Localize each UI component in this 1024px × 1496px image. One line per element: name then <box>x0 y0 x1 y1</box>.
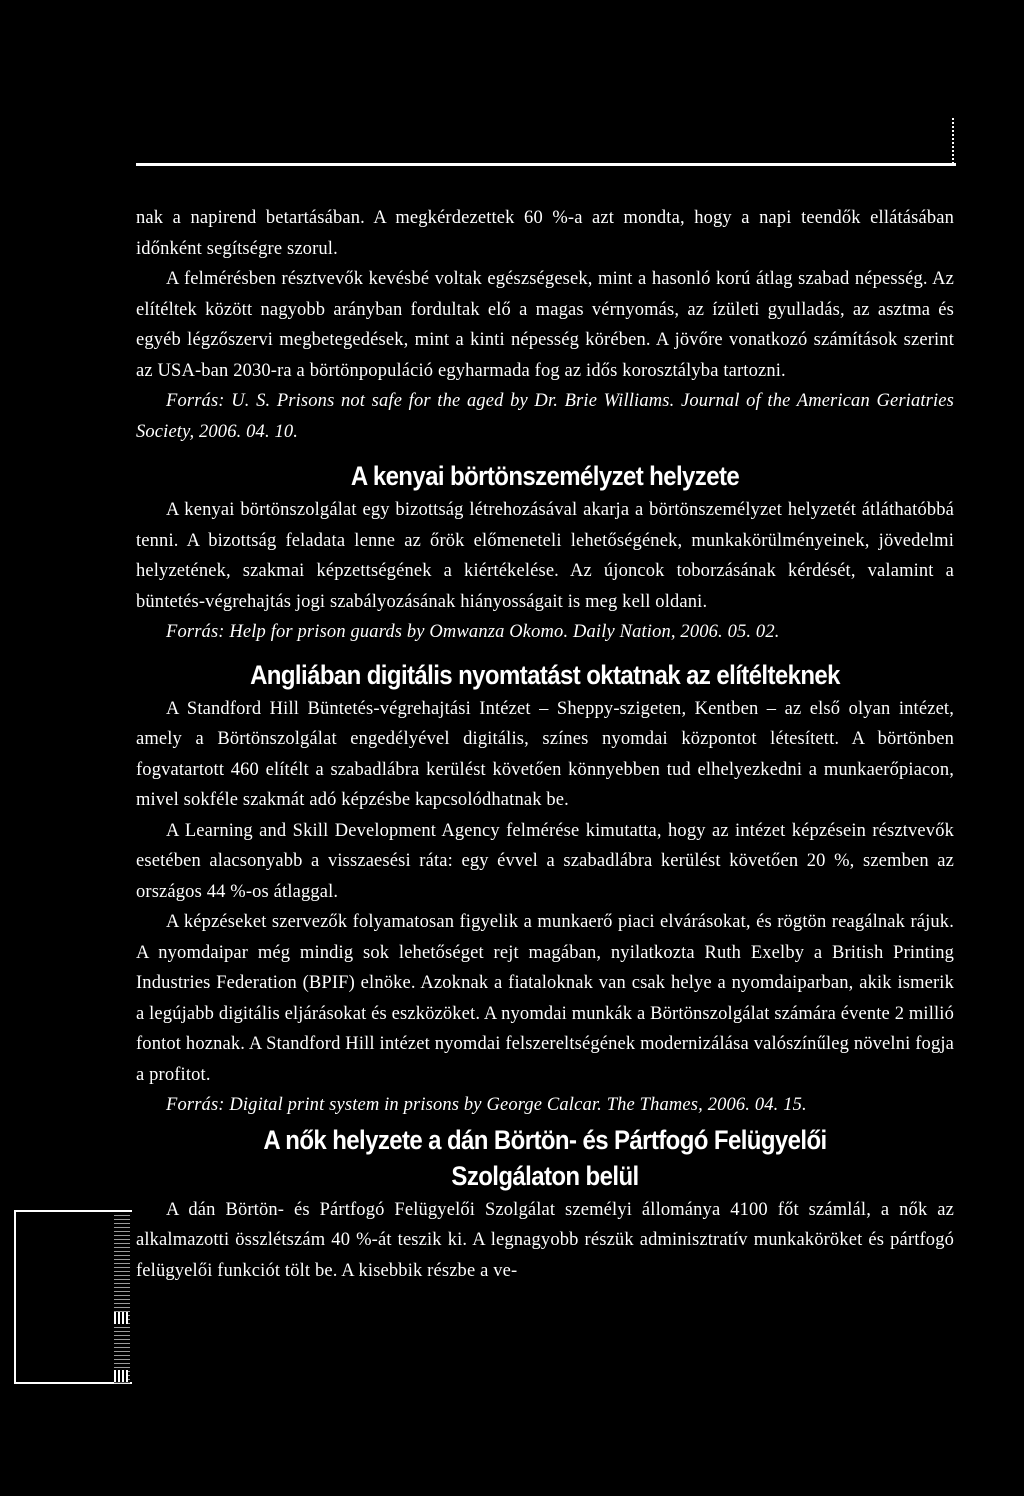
article-kenya <box>136 461 954 648</box>
paragraph: A kenyai börtönszolgálat egy bizottság létrehozásával akarja a börtönszemélyzet helyzetét átláthatóbbá tenni. A bizottság feladata lenne az őrök előmeneteli lehetőségének, munkakörülményeinek, jövedelmi helyzetének, szakmai képzettségének a kiértékelése. Az újoncok toborzásának kérdését, valamint a büntetés-végrehajtás jogi szabályozásának hiányosságait is meg kell oldani. <box>136 500 954 612</box>
margin-marker <box>114 1370 128 1382</box>
article-england <box>136 660 954 1121</box>
heading-line: A nők helyzete a dán Börtön- és Pártfogó Felügyelői <box>263 1124 827 1156</box>
source-citation: Forrás: Digital print system in prisons by George Calcar. The Thames, 2006. 04. 15. <box>166 1095 807 1115</box>
paragraph: A képzéseket szervezők folyamatosan figyelik a munkaerő piaci elvárásokat, és rögtön reagálnak rájuk. A nyomdaipar még mindig sok lehetőséget rejt magában, nyilatkozta Ruth Exelby a British Printing Industries Federation (BPIF) elnöke. Azoknak a fiataloknak van csak helye a nyomdaiparban, akik ismerik a legújabb digitális eljárásokat és eszközöket. A nyomdai munkák a Börtönszolgálat számára évente 2 millió fontot hoznak. A Standford Hill intézet nyomdai felszereltségének modernizálása valószínűleg növelni fogja a profitot. <box>136 912 954 1085</box>
header-tick-mark <box>952 118 954 166</box>
article-elderly-prisoners <box>136 203 954 447</box>
paragraph: A Learning and Skill Development Agency felmérése kimutatta, hogy az intézet képzésein résztvevők esetében alacsonyabb a visszaesési ráta: egy évvel a szabadlábra kerülést követően 20 %, szemben az országos 44 %-os átlaggal. <box>136 820 954 902</box>
section-heading <box>136 1123 954 1195</box>
paragraph: A Standford Hill Büntetés-végrehajtási Intézet – Sheppy-szigeten, Kentben – az első olyan intézet, amely a Börtönszolgálat engedélyével digitális, színes nyomdai központot létesített. A börtönben fogvatartott 460 elítélt a szabadlábra kerülést követően könnyebben tud elhelyezkedni a munkaerőpiacon, mivel sokféle szakmát adó képzésbe kapcsolódhatnak be. <box>136 698 954 810</box>
source-citation: Forrás: U. S. Prisons not safe for the aged by Dr. Brie Williams. Journal of the American Geriatries Society, 2006. 04. 10. <box>136 391 954 442</box>
heading-line: Szolgálaton belül <box>451 1160 639 1191</box>
article-denmark <box>136 1124 954 1287</box>
margin-marker <box>114 1312 128 1324</box>
paragraph: A felmérésben résztvevők kevésbé voltak egészségesek, mint a hasonló korú átlag szabad népesség. Az elítéltek között nagyobb arányban fordultak elő a magas vérnyomás, az ízületi gyulladás, az asztma és egyéb légzőszervi megbetegedések, mint a kinti népesség körében. A jövőre vonatkozó számítások szerint az USA-ban 2030-ra a börtönpopuláció egyharmada fog az idős korosztályba tartozni. <box>136 269 954 381</box>
section-heading: A kenyai börtönszemélyzet helyzete <box>350 461 740 492</box>
section-heading: Angliában digitális nyomtatást oktatnak az elítélteknek <box>250 659 840 691</box>
source-citation: Forrás: Help for prison guards by Omwanza Okomo. Daily Nation, 2006. 05. 02. <box>166 622 780 642</box>
paragraph: A dán Börtön- és Pártfogó Felügyelői Szolgálat személyi állománya 4100 főt számlál, a nők az alkalmazotti összlétszám 40 %-át teszik ki. A legnagyobb részük adminisztratív munkaköröket és pártfogó felügyelői funkciót tölt be. A kisebbik részbe a ve- <box>136 1199 954 1281</box>
margin-strip <box>114 1212 130 1384</box>
article-column <box>136 203 954 1286</box>
header-rule <box>136 163 956 166</box>
paragraph: nak a napirend betartásában. A megkérdezettek 60 %-a azt mondta, hogy a napi teendők ellátásában időnként segítségre szorul. <box>136 208 954 259</box>
